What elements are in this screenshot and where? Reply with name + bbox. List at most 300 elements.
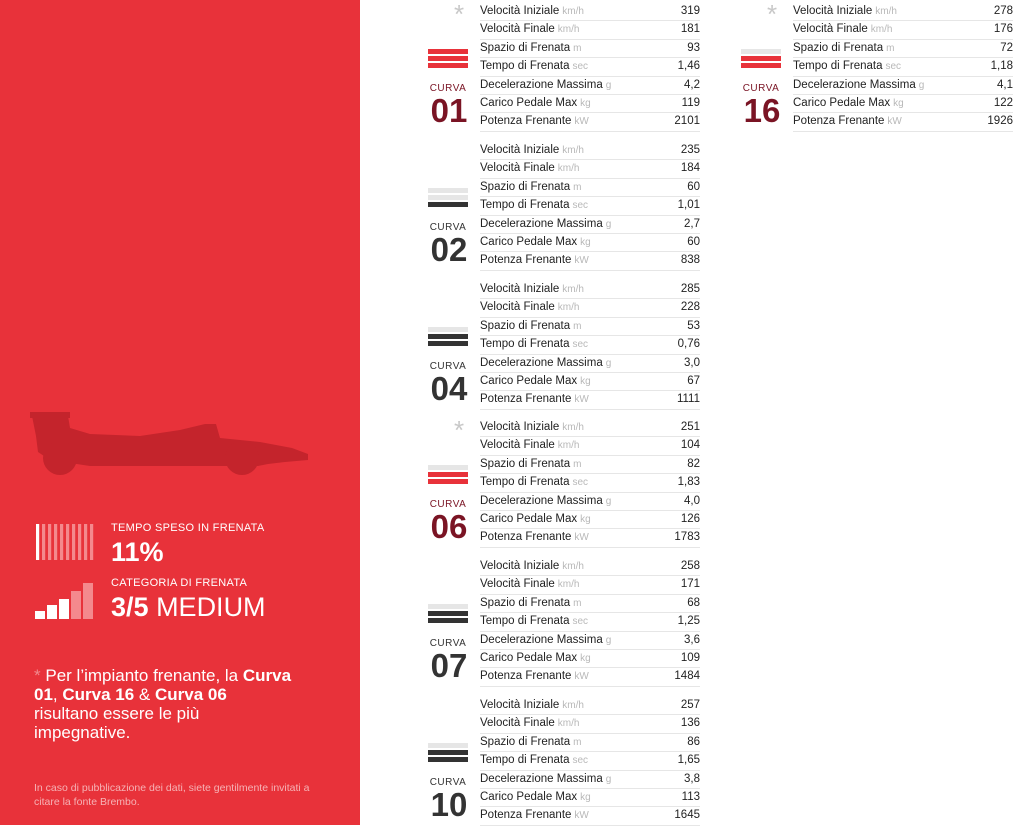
intensity-bar xyxy=(428,604,468,609)
row-label-text: Velocità Finale xyxy=(480,162,555,175)
row-value: 67 xyxy=(687,374,700,387)
row-value: 109 xyxy=(680,651,700,664)
table-row xyxy=(480,160,700,178)
row-label-text: Velocità Iniziale xyxy=(793,5,873,17)
table-row xyxy=(480,252,700,270)
intensity-bar xyxy=(428,465,468,470)
row-unit: kg xyxy=(580,236,591,248)
row-value: 4,1 xyxy=(997,78,1013,91)
row-unit: km/h xyxy=(875,6,897,17)
intensity-bar xyxy=(428,341,468,346)
table-row xyxy=(480,511,700,529)
row-unit: km/h xyxy=(562,145,584,156)
table-row xyxy=(793,40,1013,58)
curve-label: CURVA xyxy=(429,777,467,788)
asterisk-icon: * xyxy=(767,0,778,29)
row-label-text: Carico Pedale Max xyxy=(480,374,578,387)
row-label xyxy=(480,179,640,196)
row-label xyxy=(480,437,640,454)
row-value: 838 xyxy=(680,254,700,267)
row-unit: g xyxy=(918,79,925,91)
row-value: 1,46 xyxy=(677,60,700,73)
curve-label: CURVA xyxy=(429,222,467,233)
row-label xyxy=(793,113,953,130)
curve-table xyxy=(480,3,700,132)
row-unit: kW xyxy=(574,394,589,406)
table-row xyxy=(480,771,700,789)
note-sep-1: , xyxy=(52,685,63,704)
table-row xyxy=(480,529,700,547)
row-value: 122 xyxy=(993,96,1013,109)
row-label xyxy=(480,752,640,769)
row-label xyxy=(480,113,640,130)
time-bar xyxy=(42,524,45,560)
row-unit: sec xyxy=(572,755,589,767)
row-label xyxy=(480,595,640,612)
row-label xyxy=(480,197,640,214)
table-row xyxy=(480,281,700,299)
table-row xyxy=(480,3,700,21)
row-label xyxy=(480,160,640,177)
row-value: 3,8 xyxy=(684,772,700,785)
category-word: MEDIUM xyxy=(156,592,266,622)
row-label xyxy=(793,3,953,20)
row-label-text: Velocità Finale xyxy=(480,439,555,452)
row-unit: sec xyxy=(572,616,589,628)
row-label xyxy=(793,95,953,112)
intensity-bar xyxy=(428,56,468,61)
row-label xyxy=(480,493,640,510)
row-label xyxy=(480,318,640,335)
row-label-text: Potenza Frenante xyxy=(480,115,572,128)
row-unit: sec xyxy=(885,61,902,73)
row-unit: km/h xyxy=(870,24,893,36)
intensity-bar xyxy=(428,334,468,339)
row-label xyxy=(480,355,640,372)
row-value: 72 xyxy=(1000,41,1013,54)
row-label xyxy=(480,391,640,408)
table-row xyxy=(480,77,700,95)
intensity-bar xyxy=(741,56,781,61)
row-unit: kg xyxy=(580,375,591,387)
row-label xyxy=(480,21,640,38)
row-label-text: Velocità Iniziale xyxy=(480,283,560,295)
row-label-text: Velocità Finale xyxy=(793,23,868,36)
row-label-text: Tempo di Frenata xyxy=(793,60,883,73)
table-row xyxy=(480,234,700,252)
row-value: 1484 xyxy=(674,670,700,683)
note-text-1: Per l’impianto frenante, la xyxy=(45,666,243,685)
row-unit: kg xyxy=(580,652,591,664)
row-unit: kg xyxy=(893,97,904,109)
table-row xyxy=(480,734,700,752)
row-unit: km/h xyxy=(557,302,580,314)
table-row xyxy=(793,77,1013,95)
intensity-bar xyxy=(428,49,468,54)
row-value: 285 xyxy=(680,283,700,295)
note-asterisk: * xyxy=(34,666,41,685)
note-curve-1: Curva 01 xyxy=(34,666,292,704)
curve-table xyxy=(480,281,700,410)
row-unit: m xyxy=(573,597,582,609)
time-bar xyxy=(48,524,51,560)
curve-number: 06 xyxy=(430,508,468,545)
time-bar xyxy=(90,524,93,560)
row-label-text: Velocità Finale xyxy=(480,578,555,591)
row-label xyxy=(480,234,640,251)
row-value: 60 xyxy=(687,235,700,248)
row-label xyxy=(480,558,640,575)
row-label-text: Spazio di Frenata xyxy=(480,319,571,332)
row-label xyxy=(793,40,953,57)
table-row xyxy=(480,355,700,373)
table-row xyxy=(480,95,700,113)
curve-table xyxy=(793,3,1013,132)
row-value: 258 xyxy=(680,560,700,572)
row-unit: km/h xyxy=(557,163,580,175)
row-value: 82 xyxy=(687,457,700,470)
intensity-bars-icon xyxy=(741,49,781,70)
row-label-text: Spazio di Frenata xyxy=(480,41,571,54)
row-label xyxy=(480,576,640,593)
row-value: 86 xyxy=(687,735,700,748)
curve-label: CURVA xyxy=(742,83,780,94)
table-row xyxy=(793,21,1013,39)
curve-block-10 xyxy=(420,697,710,822)
row-label xyxy=(480,715,640,732)
row-label xyxy=(480,771,640,788)
row-value: 257 xyxy=(680,699,700,711)
curve-label: CURVA xyxy=(429,638,467,649)
table-row xyxy=(480,373,700,391)
row-unit: g xyxy=(605,218,612,230)
row-label-text: Decelerazione Massima xyxy=(480,633,603,646)
row-unit: kg xyxy=(580,513,591,525)
row-unit: m xyxy=(573,320,582,332)
table-row xyxy=(480,391,700,409)
row-label-text: Spazio di Frenata xyxy=(480,596,571,609)
curve-label: CURVA xyxy=(429,361,467,372)
row-label-text: Decelerazione Massima xyxy=(480,78,603,91)
row-label-text: Velocità Iniziale xyxy=(480,560,560,572)
category-bar xyxy=(83,583,93,619)
table-row xyxy=(480,142,700,160)
category-score: 3/5 xyxy=(111,592,149,622)
table-row xyxy=(480,576,700,594)
note-text-2: risultano essere le più impegnative. xyxy=(34,704,200,742)
row-unit: m xyxy=(573,181,582,193)
row-value: 1,18 xyxy=(990,60,1013,73)
row-label-text: Spazio di Frenata xyxy=(480,457,571,470)
row-unit: kW xyxy=(574,532,589,544)
row-value: 235 xyxy=(680,144,700,156)
curve-table xyxy=(480,419,700,548)
row-label xyxy=(480,456,640,473)
row-label xyxy=(793,21,953,38)
row-unit: sec xyxy=(572,339,589,351)
table-row xyxy=(480,474,700,492)
row-label-text: Potenza Frenante xyxy=(480,531,572,544)
table-row xyxy=(480,668,700,686)
row-unit: km/h xyxy=(562,284,584,295)
row-label-text: Carico Pedale Max xyxy=(480,790,578,803)
category-bar xyxy=(47,605,57,619)
table-row xyxy=(793,113,1013,131)
table-row xyxy=(793,95,1013,113)
table-row xyxy=(480,493,700,511)
row-label-text: Velocità Finale xyxy=(480,301,555,314)
row-unit: kW xyxy=(887,116,902,128)
table-row xyxy=(480,715,700,733)
row-value: 228 xyxy=(680,301,700,314)
note-curve-2: Curva 16 xyxy=(62,685,135,704)
row-label-text: Carico Pedale Max xyxy=(480,235,578,248)
curve-block-16 xyxy=(733,0,1023,129)
row-value: 53 xyxy=(687,319,700,332)
time-bar xyxy=(72,524,75,560)
table-row xyxy=(480,113,700,131)
table-row xyxy=(480,752,700,770)
category-bar xyxy=(35,611,45,619)
table-row xyxy=(480,419,700,437)
row-unit: km/h xyxy=(557,440,580,452)
time-spent-label: TEMPO SPESO IN FRENATA xyxy=(111,522,265,534)
row-label-text: Velocità Finale xyxy=(480,717,555,730)
row-value: 2,7 xyxy=(684,217,700,230)
row-label xyxy=(480,216,640,233)
row-label xyxy=(480,789,640,806)
row-value: 4,0 xyxy=(684,494,700,507)
row-label-text: Tempo di Frenata xyxy=(480,754,570,767)
row-label xyxy=(793,77,953,94)
curve-number: 10 xyxy=(430,786,468,823)
row-value: 1,83 xyxy=(677,476,700,489)
row-value: 184 xyxy=(680,162,700,175)
row-unit: kg xyxy=(580,97,591,109)
row-value: 126 xyxy=(680,512,700,525)
row-unit: kW xyxy=(574,116,589,128)
curve-block-04 xyxy=(420,281,710,406)
note-curve-3: Curva 06 xyxy=(155,685,227,704)
row-label-text: Decelerazione Massima xyxy=(480,772,603,785)
row-label-text: Decelerazione Massima xyxy=(480,494,603,507)
row-label-text: Velocità Iniziale xyxy=(480,421,560,433)
curve-number: 07 xyxy=(430,647,468,684)
row-unit: km/h xyxy=(562,561,584,572)
row-label-text: Velocità Iniziale xyxy=(480,699,560,711)
row-unit: g xyxy=(605,79,612,91)
intensity-bars-icon xyxy=(428,188,468,209)
intensity-bars-icon xyxy=(428,49,468,70)
table-row xyxy=(480,437,700,455)
row-unit: m xyxy=(573,458,582,470)
curve-number: 16 xyxy=(743,92,781,129)
row-label-text: Tempo di Frenata xyxy=(480,199,570,212)
row-value: 104 xyxy=(680,439,700,452)
time-bar xyxy=(36,524,39,560)
table-row xyxy=(480,789,700,807)
row-unit: km/h xyxy=(562,700,584,711)
row-value: 136 xyxy=(680,717,700,730)
row-value: 3,0 xyxy=(684,356,700,369)
row-label xyxy=(480,40,640,57)
row-label-text: Decelerazione Massima xyxy=(480,217,603,230)
row-label-text: Carico Pedale Max xyxy=(793,96,891,109)
curve-block-07 xyxy=(420,558,710,683)
row-label-text: Potenza Frenante xyxy=(480,809,572,822)
intensity-bar xyxy=(741,49,781,54)
category-bar-icon xyxy=(34,582,96,620)
row-value: 278 xyxy=(993,5,1013,17)
row-unit: g xyxy=(605,634,612,646)
curve-table xyxy=(480,558,700,687)
row-label-text: Spazio di Frenata xyxy=(480,735,571,748)
intensity-bar xyxy=(428,202,468,207)
row-unit: km/h xyxy=(562,422,584,433)
row-label xyxy=(480,474,640,491)
row-label-text: Decelerazione Massima xyxy=(793,78,916,91)
intensity-bars-icon xyxy=(428,743,468,764)
row-label-text: Carico Pedale Max xyxy=(480,96,578,109)
curve-number: 02 xyxy=(430,231,468,268)
row-unit: kW xyxy=(574,810,589,822)
row-label xyxy=(480,529,640,546)
row-label xyxy=(480,613,640,630)
row-label-text: Potenza Frenante xyxy=(793,115,885,128)
row-label-text: Carico Pedale Max xyxy=(480,512,578,525)
row-unit: km/h xyxy=(562,6,584,17)
curve-block-02 xyxy=(420,142,710,267)
row-value: 119 xyxy=(681,96,700,109)
row-value: 319 xyxy=(680,5,700,17)
row-value: 171 xyxy=(680,578,700,591)
intensity-bar xyxy=(428,195,468,200)
row-label-text: Potenza Frenante xyxy=(480,393,572,406)
row-value: 1,01 xyxy=(677,199,700,212)
row-unit: m xyxy=(573,736,582,748)
row-label-text: Decelerazione Massima xyxy=(480,356,603,369)
time-bar-icon xyxy=(34,522,96,562)
note-sep-2: & xyxy=(134,685,155,704)
row-value: 1,65 xyxy=(677,754,700,767)
row-value: 60 xyxy=(687,180,700,193)
row-unit: sec xyxy=(572,200,589,212)
row-label xyxy=(480,668,640,685)
row-label-text: Potenza Frenante xyxy=(480,670,572,683)
row-value: 4,2 xyxy=(684,78,700,91)
time-spent-value: 11% xyxy=(111,537,164,567)
table-row xyxy=(480,299,700,317)
row-label xyxy=(480,511,640,528)
table-row xyxy=(480,613,700,631)
table-row xyxy=(480,179,700,197)
row-label-text: Tempo di Frenata xyxy=(480,476,570,489)
category-value xyxy=(111,592,266,623)
table-row xyxy=(480,40,700,58)
row-unit: km/h xyxy=(557,24,580,36)
category-bar xyxy=(59,599,69,619)
time-bar xyxy=(84,524,87,560)
f1-car-icon xyxy=(30,408,310,478)
row-unit: km/h xyxy=(557,579,580,591)
row-unit: sec xyxy=(572,61,589,73)
row-value: 0,76 xyxy=(677,338,700,351)
intensity-bar xyxy=(428,63,468,68)
table-row xyxy=(480,456,700,474)
time-bar xyxy=(78,524,81,560)
table-row xyxy=(480,595,700,613)
source-footer: In caso di pubblicazione dei dati, siete gentilmente invitati a citare la fonte Brembo. xyxy=(34,782,310,808)
table-row xyxy=(480,21,700,39)
row-unit: g xyxy=(605,495,612,507)
row-label xyxy=(480,3,640,20)
row-label-text: Spazio di Frenata xyxy=(793,41,884,54)
row-unit: kW xyxy=(574,255,589,267)
row-unit: kg xyxy=(580,791,591,803)
row-value: 1111 xyxy=(676,393,700,406)
table-row xyxy=(480,197,700,215)
row-value: 93 xyxy=(687,41,700,54)
intensity-bar xyxy=(428,472,468,477)
row-label-text: Tempo di Frenata xyxy=(480,615,570,628)
row-value: 68 xyxy=(687,596,700,609)
intensity-bars-icon xyxy=(428,604,468,625)
curve-block-01 xyxy=(420,0,710,129)
row-label xyxy=(480,142,640,159)
row-value: 2101 xyxy=(674,115,700,128)
row-label-text: Carico Pedale Max xyxy=(480,651,578,664)
intensity-bar xyxy=(428,611,468,616)
curve-block-06 xyxy=(420,415,710,545)
curve-label: CURVA xyxy=(429,83,467,94)
row-label xyxy=(480,807,640,824)
row-value: 181 xyxy=(680,23,700,36)
table-row xyxy=(480,697,700,715)
row-label-text: Velocità Iniziale xyxy=(480,5,560,17)
row-unit: sec xyxy=(572,477,589,489)
curve-table xyxy=(480,142,700,271)
row-value: 3,6 xyxy=(684,633,700,646)
row-label-text: Spazio di Frenata xyxy=(480,180,571,193)
row-label xyxy=(480,336,640,353)
row-label xyxy=(793,58,953,75)
row-label xyxy=(480,281,640,298)
row-label xyxy=(480,299,640,316)
row-label xyxy=(480,650,640,667)
row-label xyxy=(480,697,640,714)
row-label xyxy=(480,58,640,75)
row-unit: kW xyxy=(574,671,589,683)
row-label-text: Tempo di Frenata xyxy=(480,60,570,73)
intensity-bar xyxy=(428,750,468,755)
row-value: 113 xyxy=(681,790,700,803)
row-label xyxy=(480,734,640,751)
table-row xyxy=(480,558,700,576)
intensity-bar xyxy=(741,63,781,68)
row-value: 1926 xyxy=(987,115,1013,128)
left-panel xyxy=(0,0,360,825)
row-label xyxy=(480,77,640,94)
row-value: 1,25 xyxy=(677,615,700,628)
intensity-bars-icon xyxy=(428,465,468,486)
asterisk-icon: * xyxy=(454,0,465,29)
row-label-text: Velocità Finale xyxy=(480,23,555,36)
curve-number: 01 xyxy=(430,92,468,129)
row-value: 251 xyxy=(680,421,700,433)
intensity-bars-icon xyxy=(428,327,468,348)
table-row xyxy=(480,336,700,354)
table-row xyxy=(480,216,700,234)
